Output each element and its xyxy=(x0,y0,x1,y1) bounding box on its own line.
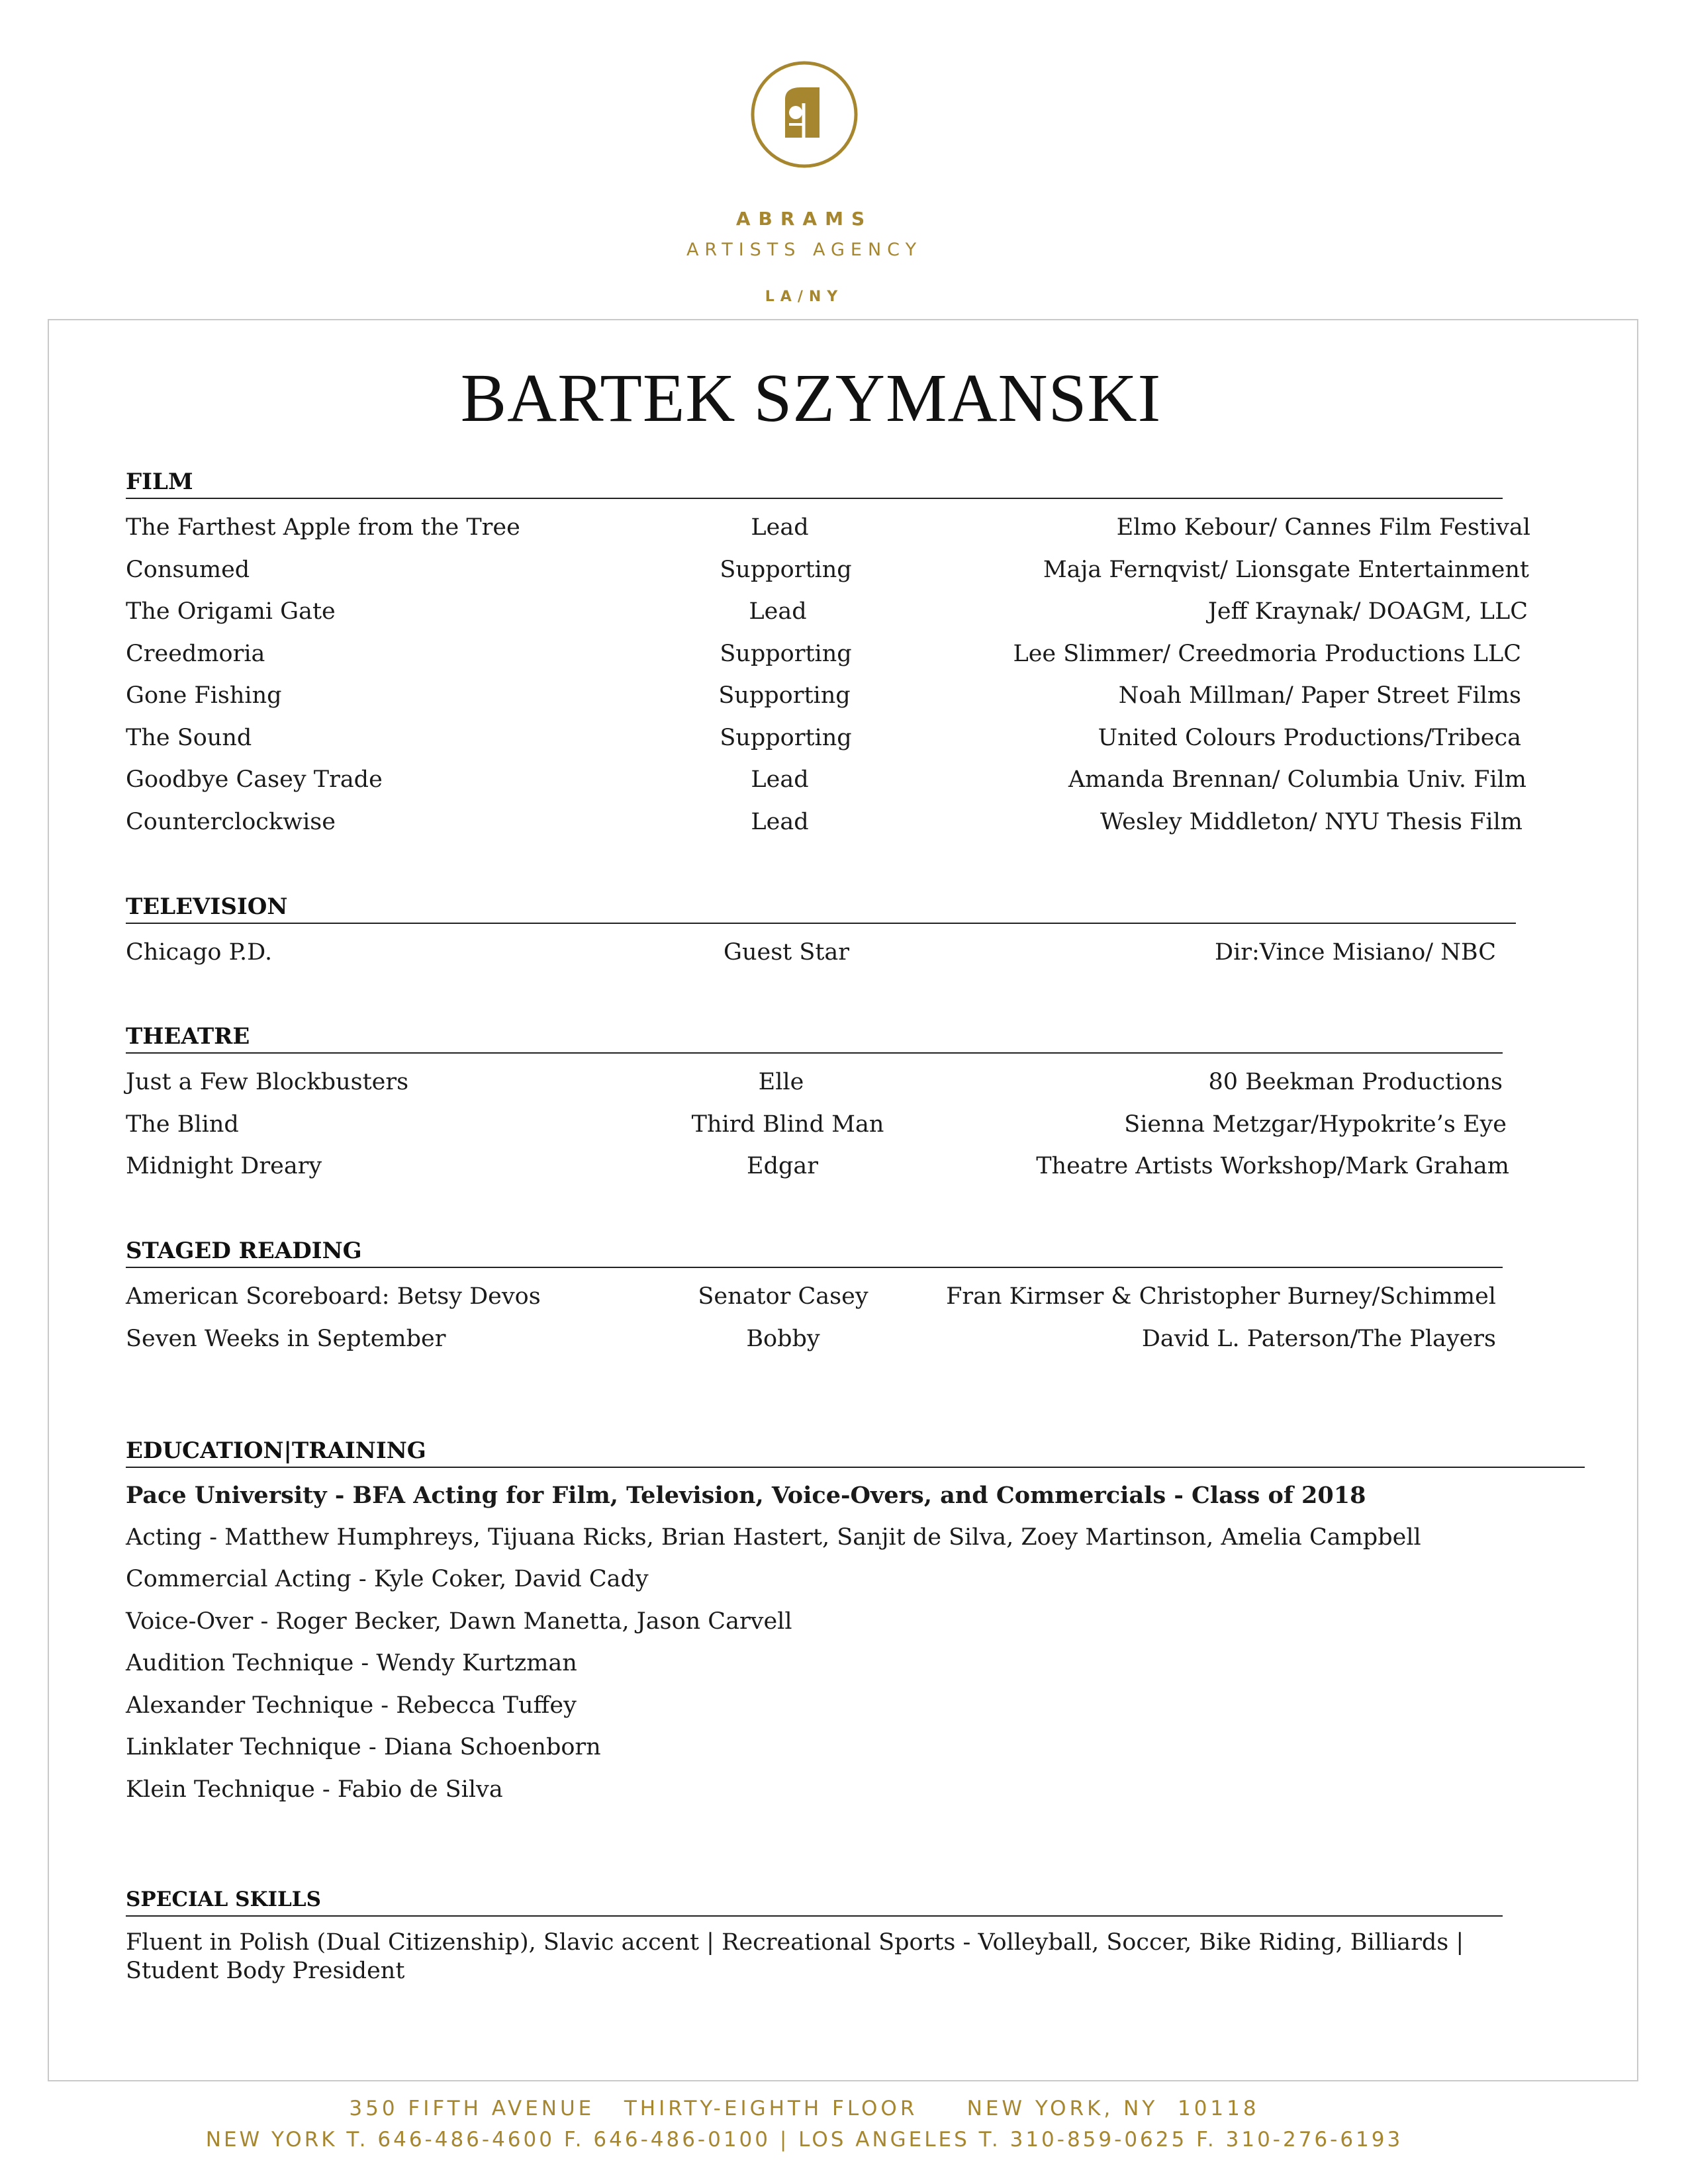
credit-company: Jeff Kraynak/ DOAGM, LLC xyxy=(1207,598,1528,625)
credit-title: Seven Weeks in September xyxy=(126,1325,446,1352)
credit-company: 80 Beekman Productions xyxy=(1208,1069,1503,1095)
credit-role: Third Blind Man xyxy=(691,1111,884,1138)
credit-row xyxy=(126,932,1516,974)
credit-company: Noah Millman/ Paper Street Films xyxy=(1118,682,1521,709)
credit-role: Lead xyxy=(749,598,807,625)
credit-row xyxy=(126,1318,1503,1361)
credit-title: The Blind xyxy=(126,1111,239,1138)
education-lines xyxy=(126,1468,1585,1811)
credit-company: David L. Paterson/The Players xyxy=(1141,1325,1496,1352)
theatre-heading: THEATRE xyxy=(126,1023,1503,1054)
credit-role: Lead xyxy=(751,766,809,793)
credit-company: Lee Slimmer/ Creedmoria Productions LLC xyxy=(1013,640,1521,667)
credit-title: The Farthest Apple from the Tree xyxy=(126,514,520,541)
credit-row xyxy=(126,717,1521,760)
credit-row xyxy=(126,549,1529,592)
credit-row xyxy=(126,1146,1509,1188)
training-line: Commercial Acting - Kyle Coker, David Cady xyxy=(126,1566,649,1592)
credit-row xyxy=(126,759,1526,801)
special-skills-section xyxy=(126,1886,1503,1985)
credit-row xyxy=(126,1104,1507,1146)
actor-name: BARTEK SZYMANSKI xyxy=(460,360,1162,436)
credit-role: Lead xyxy=(751,514,809,541)
credit-title: Gone Fishing xyxy=(126,682,282,709)
credit-title: The Origami Gate xyxy=(126,598,336,625)
credit-company: Fran Kirmser & Christopher Burney/Schimmel xyxy=(946,1283,1496,1310)
credit-company: Sienna Metzgar/Hypokrite’s Eye xyxy=(1124,1111,1507,1138)
credit-title: Chicago P.D. xyxy=(126,939,273,966)
credit-company: Amanda Brennan/ Columbia Univ. Film xyxy=(1068,766,1526,793)
agency-logo-mark-icon xyxy=(751,61,858,168)
credit-title: The Sound xyxy=(126,724,252,751)
credit-title: Just a Few Blockbusters xyxy=(126,1069,409,1095)
film-credits xyxy=(126,499,1530,843)
agency-locations: LA/NY xyxy=(765,289,844,305)
credit-company: Elmo Kebour/ Cannes Film Festival xyxy=(1116,514,1530,541)
special-skills-heading: SPECIAL SKILLS xyxy=(126,1886,1503,1917)
training-line: Klein Technique - Fabio de Silva xyxy=(126,1776,503,1803)
education-section xyxy=(126,1437,1585,1811)
education-heading: EDUCATION|TRAINING xyxy=(126,1437,1585,1468)
training-line: Alexander Technique - Rebecca Tuffey xyxy=(126,1692,577,1719)
credit-row xyxy=(126,801,1523,844)
film-heading: FILM xyxy=(126,469,1503,499)
credit-role: Guest Star xyxy=(723,939,850,966)
training-line: Voice-Over - Roger Becker, Dawn Manetta, Jason Carvell xyxy=(126,1608,792,1635)
credit-title: Midnight Dreary xyxy=(126,1153,322,1179)
credit-title: Goodbye Casey Trade xyxy=(126,766,383,793)
footer-address: 350 FIFTH AVENUE THIRTY-EIGHTH FLOOR NEW YORK, NY 10118 xyxy=(349,2097,1260,2120)
agency-logo xyxy=(0,61,1609,171)
credit-company: Dir:Vince Misiano/ NBC xyxy=(1215,939,1496,966)
special-skills-text: Fluent in Polish (Dual Citizenship), Slavic accent | Recreational Sports - Volleyball, Soccer, Bike Riding, Billiards | Student Body President xyxy=(126,1929,1464,1984)
credit-row xyxy=(126,1276,1503,1318)
training-line: Audition Technique - Wendy Kurtzman xyxy=(126,1650,577,1676)
credit-role: Bobby xyxy=(746,1325,820,1352)
credit-company: Wesley Middleton/ NYU Thesis Film xyxy=(1100,808,1523,835)
credit-row xyxy=(126,675,1521,717)
credit-role: Edgar xyxy=(747,1153,818,1179)
theatre-section xyxy=(126,1023,1509,1188)
television-credits xyxy=(126,924,1516,974)
credit-role: Supporting xyxy=(720,556,852,583)
credit-role: Senator Casey xyxy=(698,1283,868,1310)
credit-company: United Colours Productions/Tribeca xyxy=(1098,724,1521,751)
credit-row xyxy=(126,633,1521,676)
footer-phones: NEW YORK T. 646-486-4600 F. 646-486-0100 | LOS ANGELES T. 310-859-0625 F. 310-276-6193 xyxy=(205,2128,1403,2152)
credit-row xyxy=(126,507,1530,549)
credit-title: American Scoreboard: Betsy Devos xyxy=(126,1283,541,1310)
credit-title: Creedmoria xyxy=(126,640,265,667)
training-line: Linklater Technique - Diana Schoenborn xyxy=(126,1734,601,1760)
agency-name-secondary: ARTISTS AGENCY xyxy=(686,240,923,260)
education-school: Pace University - BFA Acting for Film, Television, Voice-Overs, and Commercials - Class of 2018 xyxy=(126,1482,1366,1509)
credit-role: Supporting xyxy=(720,724,852,751)
television-section xyxy=(126,893,1516,974)
credit-title: Consumed xyxy=(126,556,250,583)
credit-title: Counterclockwise xyxy=(126,808,336,835)
credit-role: Lead xyxy=(751,808,809,835)
credit-row xyxy=(126,1062,1503,1104)
staged-reading-credits xyxy=(126,1268,1503,1360)
credit-row xyxy=(126,591,1528,633)
credit-role: Elle xyxy=(758,1069,804,1095)
television-heading: TELEVISION xyxy=(126,893,1516,924)
credit-role: Supporting xyxy=(720,640,852,667)
staged-reading-section xyxy=(126,1238,1503,1360)
agency-name-primary: ABRAMS xyxy=(735,208,873,230)
theatre-credits xyxy=(126,1054,1509,1188)
credit-company: Maja Fernqvist/ Lionsgate Entertainment xyxy=(1043,556,1529,583)
training-line: Acting - Matthew Humphreys, Tijuana Ricks, Brian Hastert, Sanjit de Silva, Zoey Martinson, Amelia Campbell xyxy=(126,1524,1421,1551)
staged-reading-heading: STAGED READING xyxy=(126,1238,1503,1268)
credit-role: Supporting xyxy=(718,682,851,709)
film-section xyxy=(126,469,1530,843)
credit-company: Theatre Artists Workshop/Mark Graham xyxy=(1036,1153,1509,1179)
